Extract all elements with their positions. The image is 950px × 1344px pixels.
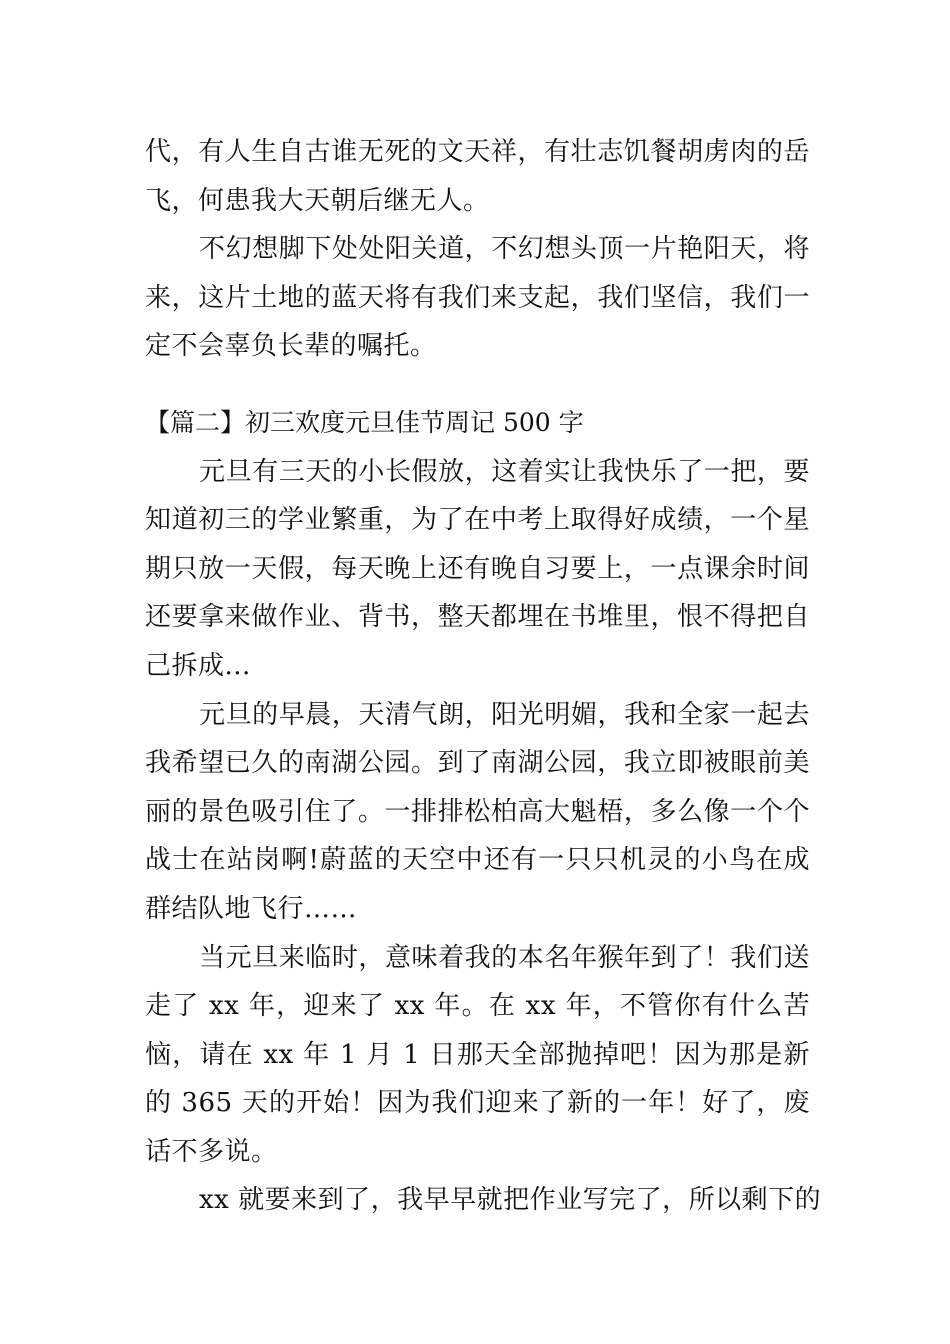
section-heading: 【篇二】初三欢度元旦佳节周记 500 字 [145,407,584,437]
paragraph-future: 不幻想脚下处处阳关道，不幻想头顶一片艳阳天，将来，这片土地的蓝天将有我们来支起，我们坚信，我们一定不会辜负长辈的嘱托。 [145,234,810,362]
paragraph-holiday: 元旦有三天的小长假放，这着实让我快乐了一把，要知道初三的学业繁重，为了在中考上取得好成绩，一个星期只放一天假，每天晚上还有晚自习要上，一点课余时间还要拿来做作业、背书，整天都埋在书堆里，恨不得把自己拆成... [145,456,810,681]
paragraph-new-year: 当元旦来临时，意味着我的本名年猴年到了！我们送走了 xx 年，迎来了 xx 年。在 xx 年，不管你有什么苦恼，请在 xx 年 1 月 1 日那天全部抛掉吧！因为那是新的 365 天的开始！因为我们迎来了新的一年！好了，废话不多说。 [145,942,810,1167]
paragraph-trailing: xx 就要来到了，我早早就把作业写完了，所以剩下的 [199,1185,822,1216]
document-body [145,128,822,1225]
paragraph-park: 元旦的早晨，天清气朗，阳光明媚，我和全家一起去我希望已久的南湖公园。到了南湖公园，我立即被眼前美丽的景色吸引住了。一排排松柏高大魁梧，多么像一个个战士在站岗啊!蔚蓝的天空中还有一只只机灵的小鸟在成群结队地飞行…… [145,699,810,924]
paragraph-continued: 代，有人生自古谁无死的文天祥，有壮志饥餐胡虏肉的岳飞，何患我大天朝后继无人。 [145,137,810,216]
